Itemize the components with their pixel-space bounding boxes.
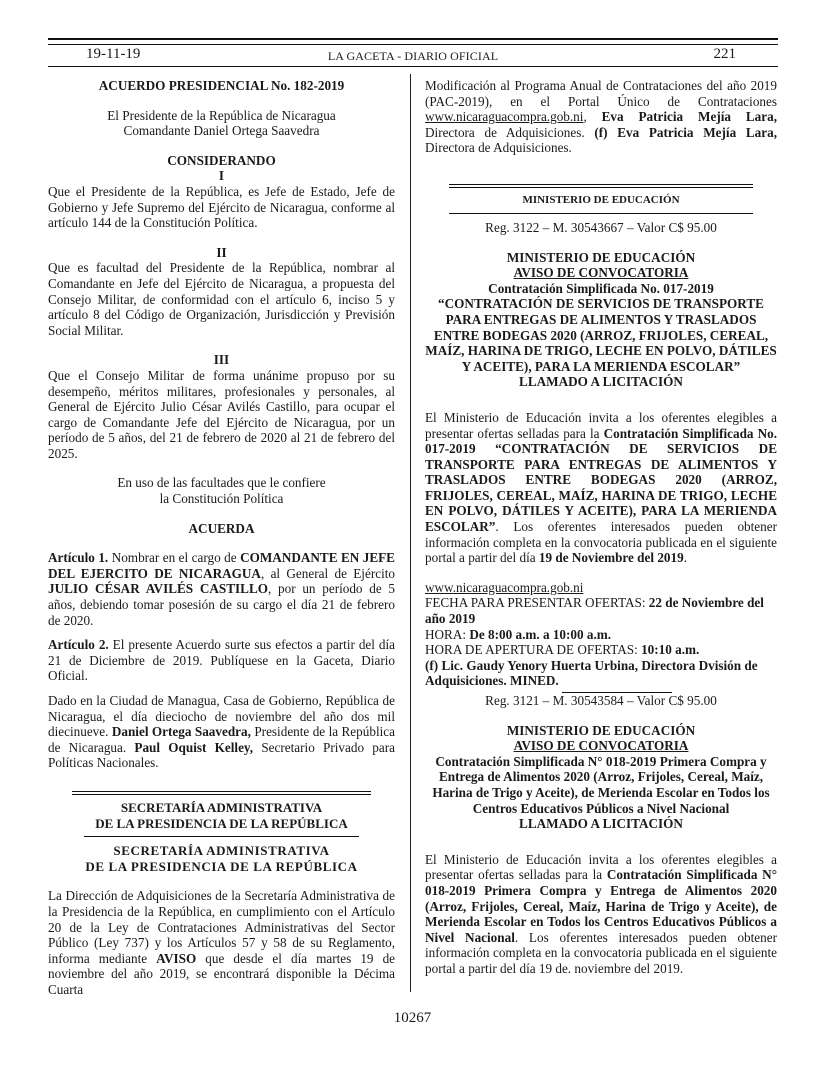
acuerda-heading: ACUERDA <box>188 520 255 536</box>
continued-paragraph <box>425 78 777 156</box>
notice-1-description: “CONTRATACIÓN DE SERVICIOS DE TRANSPORTE PARA ENTREGAS DE ALIMENTOS Y TRASLADOS ENTRE BODEGAS 2020 (ARROZ, FRIJOLES, CEREAL, MAÍZ, HARINA DE TRIGO, LECHE EN POLVO, DÁTILES Y ACEITE), PARA LA MERIENDA ESCOLAR” <box>425 296 777 374</box>
apertura-value: 10:10 a.m. <box>641 642 700 658</box>
section-heading-line-2: DE LA PRESIDENCIA DE LA REPÚBLICA <box>85 858 358 874</box>
header-page-number: 221 <box>713 46 736 62</box>
notice-1-contract: Contratación Simplificada No. 017-2019 <box>488 280 714 296</box>
header-date: 19-11-19 <box>86 46 141 62</box>
ministry-box-title: MINISTERIO DE EDUCACIÓN <box>522 193 680 206</box>
notice-2-aviso: AVISO DE CONVOCATORIA <box>513 738 689 754</box>
portal-link[interactable]: www.nicaraguacompra.gob.ni <box>425 109 584 125</box>
notice-2-paragraph <box>425 852 777 977</box>
considerando-paragraph-1: Que el Presidente de la República, es Jefe de Estado, Jefe de Gobierno y Jefe Supremo del Ejército de Nicaragua, conforme al artículo 144 de la Constitución Política. <box>48 183 395 231</box>
notice-1-contract-ref: Contratación Simplificada No. 017-2019 “CONTRATACIÓN DE SERVICIOS DE TRANSPORTE PARA ENTREGAS DE ALIMENTOS Y TRASLADOS ENTRE BODEGAS 2020 (ARROZ, FRIJOLES, CEREAL, MAÍZ, HARINA DE TRIGO, LECHE EN POLVO, DÁTILES Y ACEITE), PARA LA MERIENDA ESCOLAR” <box>425 425 777 535</box>
signatory-president: Daniel Ortega Saavedra, <box>111 724 251 740</box>
article-2-label: Artículo 2. <box>48 637 109 653</box>
header-rule <box>48 66 778 67</box>
section-box-line-1: SECRETARÍA ADMINISTRATIVA <box>120 799 323 815</box>
continued-text-d: Directora de Adquisiciones. <box>425 140 572 156</box>
notice-1-start-date: 19 de Noviembre del 2019 <box>538 550 684 566</box>
section-rule-top <box>72 791 371 792</box>
notice-1-text: El Ministerio de Educación invita a los oferentes elegibles a presentar ofertas selladas para la <box>425 409 777 441</box>
president-line-1: El Presidente de la República de Nicaragua <box>107 107 336 123</box>
roman-numeral-2: II <box>216 244 227 260</box>
considerando-paragraph-3: Que el Consejo Militar de forma unánime propuso por su desempeño, méritos militares, profesionales y personales, al General de Ejército Julio César Avilés Castillo, para ocupar el cargo de Comandante Jefe del Ejército de Nicaragua, por un período de 5 años, del 21 de febrero de 2020 al 21 de febrero del 2025. <box>48 367 395 461</box>
apertura-label: HORA DE APERTURA DE OFERTAS: <box>425 642 642 658</box>
notice-1-llamado: LLAMADO A LICITACIÓN <box>519 374 683 390</box>
article-2 <box>48 637 395 684</box>
notice-1-signature: (f) Lic. Gaudy Yenory Huerta Urbina, Directora Dvisión de Adquisiciones. MINED. <box>425 657 758 689</box>
signatory-secretary: Paul Oquist Kelley, <box>134 739 254 755</box>
notice-1-hora <box>425 627 777 643</box>
notice-1-fecha <box>425 595 777 626</box>
continued-text: Modificación al Programa Anual de Contrataciones del año 2019 (PAC-2019), en el Portal Único de Contrataciones <box>425 78 777 109</box>
article-1-text-c: , por un período de 5 años, debiendo tomar posesión de su cargo el día 21 de febrero de 2020. <box>48 581 396 628</box>
notice-2-title: MINISTERIO DE EDUCACIÓN <box>506 722 696 738</box>
notice-1-text-c: . <box>683 550 687 566</box>
fecha-value: 22 de Noviembre del año 2019 <box>425 595 764 627</box>
article-1-text-b: , al General de Ejército <box>260 565 395 581</box>
roman-numeral-3: III <box>213 352 230 368</box>
ministry-rule-top <box>449 184 753 185</box>
notice-1-apertura <box>425 642 777 658</box>
article-1-appointee: JULIO CÉSAR AVILÉS CASTILLO <box>48 581 269 597</box>
signatory-eva-f: (f) Eva Patricia Mejía Lara, <box>594 124 777 140</box>
notice-2-text-b: . Los oferentes interesados pueden obtener información completa en la convocatoria publicada en el siguiente portal a partir del día 19 de. noviembre del 2019. <box>425 929 777 976</box>
considerando-paragraph-2: Que es facultad del Presidente de la República, nombrar al Comandante en Jefe del Ejército de Nicaragua, a propuesta del Consejo Militar, de conformidad con el artículo 6, inciso 5 y artículo 8 del Código de Organización, Jurisdicción y Previsión Social Militar. <box>48 260 395 338</box>
article-1-text: Nombrar en el cargo de <box>108 550 241 566</box>
column-divider <box>410 74 411 992</box>
dado-text-b: Presidente de la República de Nicaragua. <box>48 724 395 755</box>
notice-2-contract-ref: Contratación Simplificada N° 018-2019 Primera Compra y Entrega de Alimentos 2020 (Arroz, Frijoles, Cereal, Maíz, Harina de Trigo y Aceite), de Merienda Escolar en Todos los Centros Educativos Públicos a Nivel Nacional <box>425 867 777 945</box>
top-double-rule <box>48 38 778 40</box>
dado-text-c: Secretario Privado para Políticas Nacionales. <box>48 739 395 771</box>
section-heading-line-1: SECRETARÍA ADMINISTRATIVA <box>113 843 330 859</box>
dado-text: Dado en la Ciudad de Managua, Casa de Gobierno, República de Nicaragua, el día dieciocho de noviembre del año dos mil diecinueve. <box>48 693 395 740</box>
left-column <box>48 78 395 998</box>
footer-page-number: 10267 <box>393 1010 432 1026</box>
secretaria-text-b: que desde el día martes 19 de noviembre del año 2019, se encontrará disponible la Décima Cuarta <box>48 950 396 997</box>
header-title: LA GACETA - DIARIO OFICIAL <box>327 49 499 63</box>
notice-2-llamado: LLAMADO A LICITACIÓN <box>519 816 683 832</box>
fecha-label: FECHA PARA PRESENTAR OFERTAS: <box>425 595 649 611</box>
dado-paragraph <box>48 693 395 771</box>
right-column <box>425 78 777 977</box>
registration-1: Reg. 3122 – M. 30543667 – Valor C$ 95.00 <box>485 219 717 235</box>
notice-1-title: MINISTERIO DE EDUCACIÓN <box>506 249 696 265</box>
notice-1-aviso: AVISO DE CONVOCATORIA <box>513 265 689 281</box>
notice-1-link-line <box>425 580 777 596</box>
secretaria-paragraph <box>48 888 395 997</box>
continued-text-b: , <box>583 109 602 125</box>
notice-2-text: El Ministerio de Educación invita a los oferentes elegibles a presentar ofertas selladas para la <box>425 851 777 883</box>
section-box-line-2: DE LA PRESIDENCIA DE LA REPÚBLICA <box>95 815 348 831</box>
notice-1-portal-link[interactable]: www.nicaraguacompra.gob.ni <box>425 579 584 595</box>
uso-line-2: la Constitución Política <box>159 491 284 507</box>
president-line-2: Comandante Daniel Ortega Saavedra <box>123 123 320 139</box>
secretaria-text: La Dirección de Adquisiciones de la Secretaría Administrativa de la Presidencia de la República, en cumplimiento con el Artículo 20 de la Ley de Contrataciones Administrativas del Sector Público (Ley 737) y los Artículos 57 y 58 de su Reglamento, informa mediante <box>48 888 395 966</box>
acuerdo-title: ACUERDO PRESIDENCIAL No. 182-2019 <box>98 78 345 93</box>
signatory-eva: Eva Patricia Mejía Lara, <box>601 109 777 125</box>
hora-value: De 8:00 a.m. a 10:00 a.m. <box>469 626 612 642</box>
article-2-text: El presente Acuerdo surte sus efectos a partir del día 21 de Diciembre de 2019. Publíquese en la Gaceta, Diario Oficial. <box>48 637 395 684</box>
roman-numeral-1: I <box>218 168 225 184</box>
article-1-label: Artículo 1. <box>48 550 109 566</box>
notice-1-text-b: . Los oferentes interesados pueden obtener información completa en la convocatoria publicada en el siguiente portal a partir del día <box>425 519 777 566</box>
top-double-rule-inner <box>48 44 778 45</box>
article-1 <box>48 550 395 628</box>
considerando-heading: CONSIDERANDO <box>167 152 276 168</box>
continued-text-c: Directora de Adquisiciones. <box>425 124 595 140</box>
secretaria-aviso: AVISO <box>156 950 197 966</box>
notice-1-paragraph <box>425 410 777 566</box>
uso-line-1: En uso de las facultades que le confiere <box>117 475 326 491</box>
page-header <box>48 46 778 66</box>
notice-2-description: Contratación Simplificada N° 018-2019 Primera Compra y Entrega de Alimentos 2020 (Arroz, Frijoles, Cereal, Maíz, Harina de Trigo y Aceite), de Merienda Escolar en Todos los Centros Educativos Públicos a Nivel Nacional <box>432 753 770 816</box>
article-1-position: COMANDANTE EN JEFE DEL EJERCITO DE NICARAGUA <box>48 550 395 581</box>
hora-label: HORA: <box>425 626 470 642</box>
registration-2: Reg. 3121 – M. 30543584 – Valor C$ 95.00 <box>485 693 717 708</box>
